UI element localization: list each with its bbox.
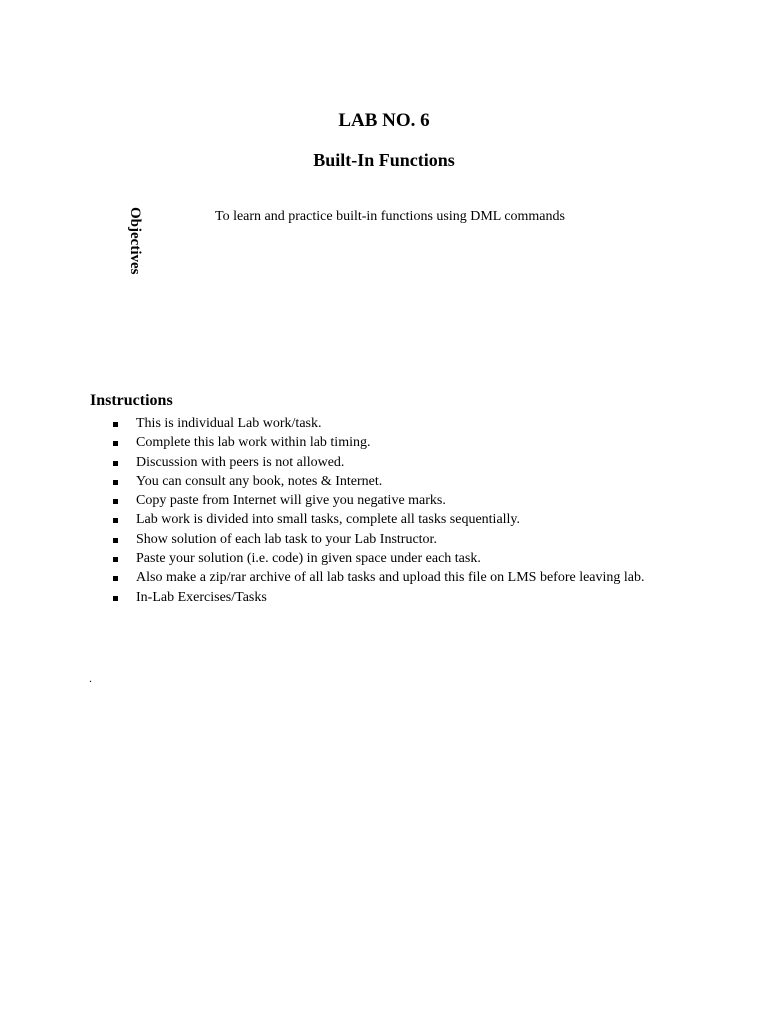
square-bullet-icon bbox=[113, 480, 118, 485]
objectives-label: Objectives bbox=[127, 207, 143, 275]
square-bullet-icon bbox=[113, 518, 118, 523]
instruction-text: Show solution of each lab task to your Lab Instructor. bbox=[136, 531, 437, 547]
instruction-text: Complete this lab work within lab timing. bbox=[136, 435, 371, 451]
instruction-item bbox=[90, 530, 690, 549]
square-bullet-icon bbox=[113, 499, 118, 504]
instruction-item bbox=[90, 453, 690, 472]
instruction-text: Also make a zip/rar archive of all lab tasks and upload this file on LMS before leaving lab. bbox=[136, 570, 645, 586]
instruction-item bbox=[90, 549, 690, 568]
instruction-item bbox=[90, 491, 690, 510]
instruction-text: This is individual Lab work/task. bbox=[136, 416, 322, 431]
square-bullet-icon bbox=[113, 441, 118, 446]
instruction-item bbox=[90, 588, 690, 607]
instructions-list bbox=[90, 414, 690, 607]
lab-subtitle: Built-In Functions bbox=[313, 150, 455, 170]
square-bullet-icon bbox=[113, 557, 118, 562]
instruction-text: Copy paste from Internet will give you negative marks. bbox=[136, 493, 446, 509]
instruction-text: Lab work is divided into small tasks, complete all tasks sequentially. bbox=[136, 512, 521, 528]
stray-period-mark: . bbox=[89, 671, 92, 685]
instruction-item bbox=[90, 433, 690, 452]
square-bullet-icon bbox=[113, 461, 118, 466]
instruction-item bbox=[90, 568, 690, 587]
instruction-text: You can consult any book, notes & Internet. bbox=[136, 473, 383, 489]
objectives-text: To learn and practice built-in functions using DML commands bbox=[215, 209, 565, 224]
instruction-item bbox=[90, 414, 690, 433]
square-bullet-icon bbox=[113, 538, 118, 543]
instruction-text: Discussion with peers is not allowed. bbox=[136, 454, 345, 470]
square-bullet-icon bbox=[113, 596, 118, 601]
instructions-heading: Instructions bbox=[90, 392, 173, 409]
square-bullet-icon bbox=[113, 576, 118, 581]
square-bullet-icon bbox=[113, 422, 118, 427]
instruction-item bbox=[90, 510, 690, 529]
instruction-item bbox=[90, 472, 690, 491]
instruction-text: In-Lab Exercises/Tasks bbox=[136, 589, 267, 605]
instruction-text: Paste your solution (i.e. code) in given space under each task. bbox=[136, 551, 481, 567]
lab-title: LAB NO. 6 bbox=[338, 110, 430, 131]
